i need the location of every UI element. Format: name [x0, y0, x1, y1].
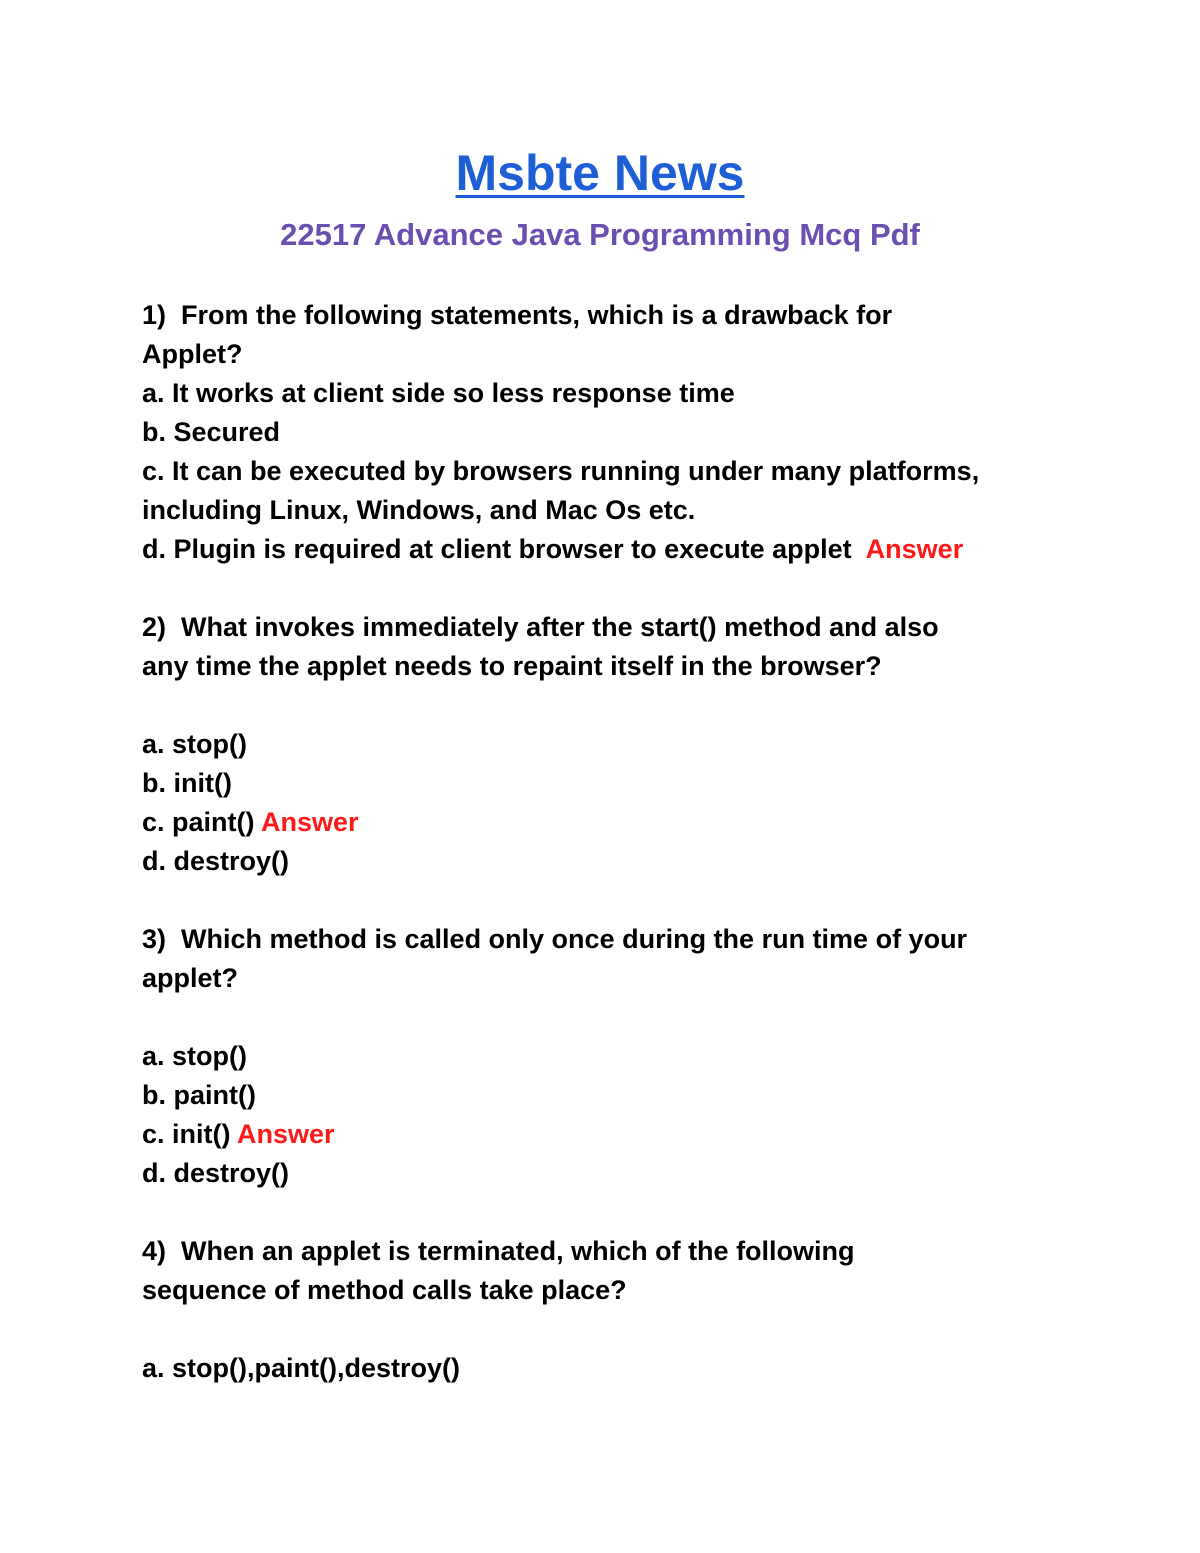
question-text-line: 2) What invokes immediately after the start() method and also	[142, 612, 939, 642]
option-d: d. Plugin is required at client browser to execute applet Answer	[142, 534, 964, 564]
answer-marker: Answer	[261, 807, 359, 837]
option-c: c. init() Answer	[142, 1119, 335, 1149]
question-text-line: applet?	[142, 963, 239, 993]
option-b: b. paint()	[142, 1080, 256, 1110]
answer-marker: Answer	[865, 534, 964, 564]
option-a: a. stop(),paint(),destroy()	[142, 1353, 460, 1383]
option-c: c. It can be executed by browsers running under many platforms,	[142, 456, 980, 486]
question-3	[142, 920, 1122, 1193]
question-text-line: sequence of method calls take place?	[142, 1275, 627, 1305]
question-2	[142, 608, 1122, 881]
option-a: a. stop()	[142, 729, 247, 759]
question-text-line: 1) From the following statements, which is a drawback for	[142, 300, 893, 330]
spacer	[142, 1310, 1122, 1349]
document-subtitle: 22517 Advance Java Programming Mcq Pdf	[280, 217, 920, 252]
question-text-line: Applet?	[142, 339, 243, 369]
spacer	[142, 998, 1122, 1037]
option-c-continued: including Linux, Windows, and Mac Os etc.	[142, 495, 696, 525]
option-a: a. It works at client side so less response time	[142, 378, 735, 408]
site-title: Msbte News	[455, 145, 745, 201]
question-1	[142, 296, 1122, 569]
option-a: a. stop()	[142, 1041, 247, 1071]
question-text-line: any time the applet needs to repaint itself in the browser?	[142, 651, 882, 681]
spacer	[142, 686, 1122, 725]
option-d: d. destroy()	[142, 1158, 290, 1188]
answer-marker: Answer	[237, 1119, 335, 1149]
question-text-line: 4) When an applet is terminated, which of the following	[142, 1236, 855, 1266]
question-list	[142, 296, 1122, 1427]
question-4	[142, 1232, 1122, 1388]
option-b: b. Secured	[142, 417, 281, 447]
question-text-line: 3) Which method is called only once during the run time of your	[142, 924, 968, 954]
option-b: b. init()	[142, 768, 232, 798]
option-d: d. destroy()	[142, 846, 290, 876]
option-c: c. paint() Answer	[142, 807, 359, 837]
